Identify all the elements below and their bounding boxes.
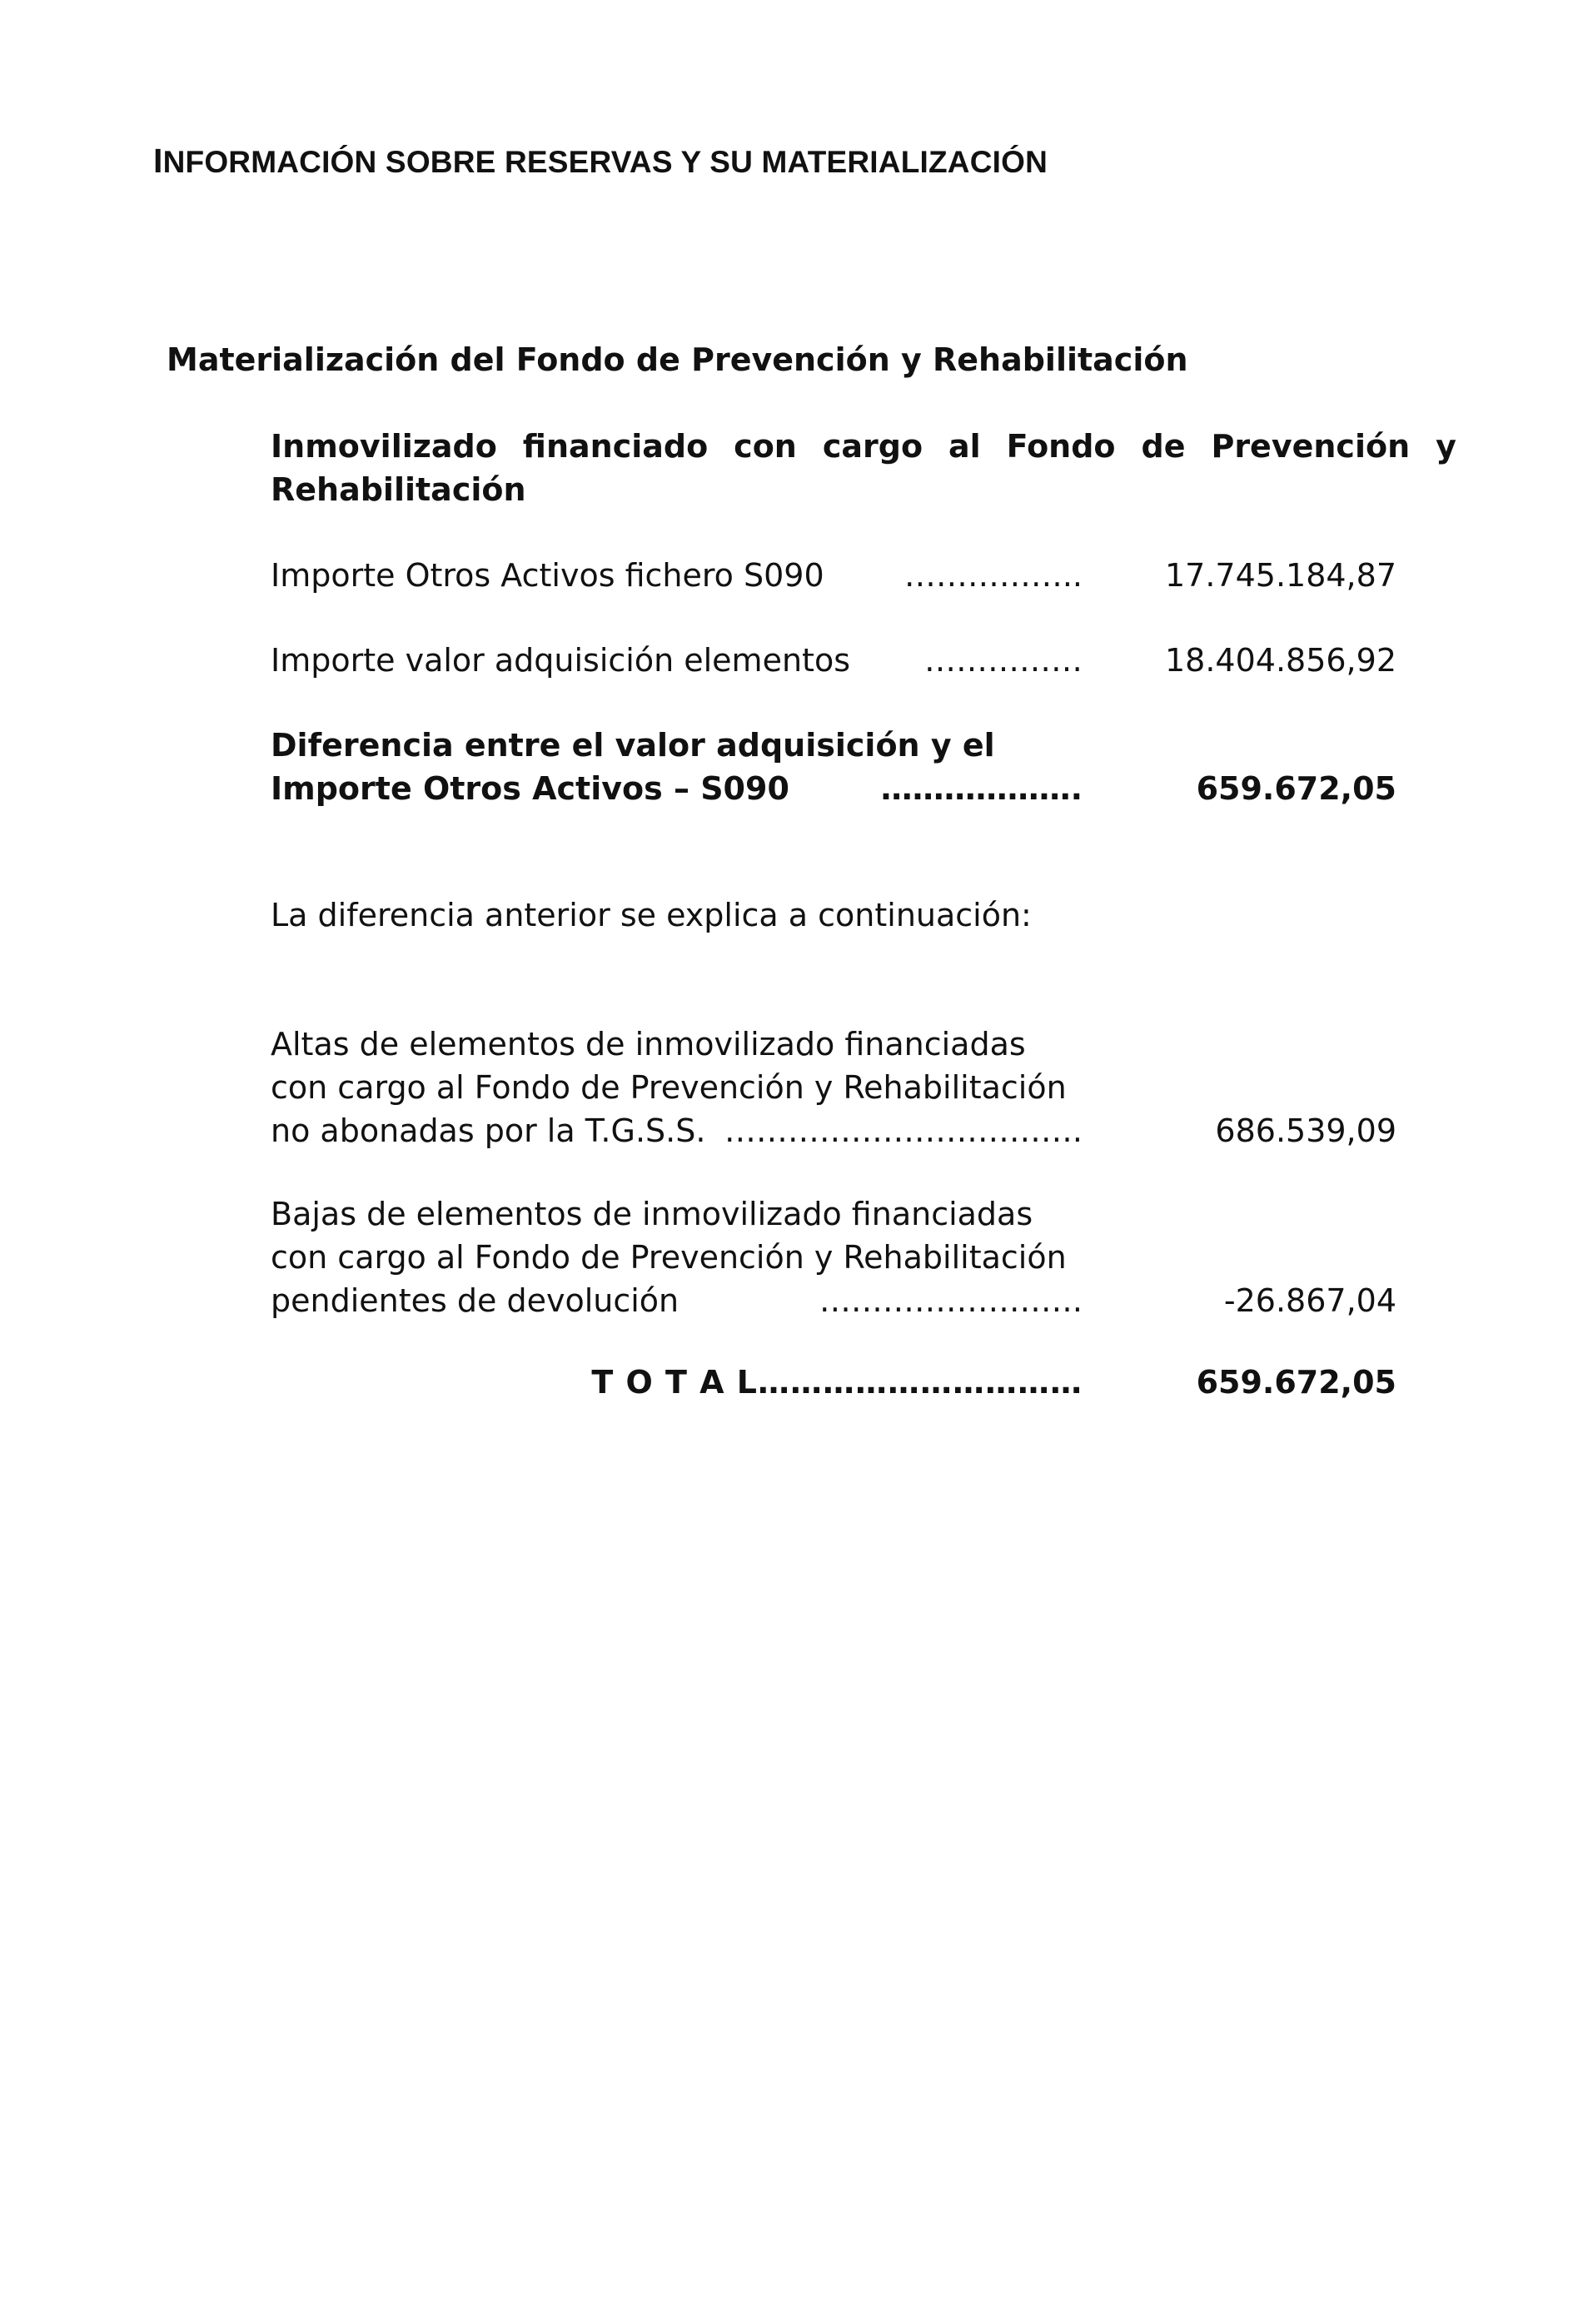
bajas-dots: ……………………. [819, 1282, 1083, 1319]
otros-activos-amount: 17.745.184,87 [1164, 557, 1396, 594]
diferencia-dots: ………………. [880, 770, 1083, 807]
diferencia-label-line-1: Diferencia entre el valor adquisición y el [271, 727, 995, 764]
altas-line-1: Altas de elementos de inmovilizado financiadas [271, 1026, 1026, 1062]
bajas-line-1: Bajas de elementos de inmovilizado financiadas [271, 1196, 1033, 1232]
bajas-line-2: con cargo al Fondo de Prevención y Rehabilitación [271, 1239, 1067, 1276]
altas-line-2: con cargo al Fondo de Prevención y Rehabilitación [271, 1069, 1067, 1106]
altas-amount: 686.539,09 [1215, 1112, 1396, 1149]
subheading-line-1 [271, 425, 1456, 468]
altas-dots: ……………………………. [724, 1112, 1083, 1149]
total-amount: 659.672,05 [1196, 1364, 1396, 1401]
valor-adquisicion-amount: 18.404.856,92 [1164, 642, 1396, 679]
bajas-line-3: pendientes de devolución [271, 1282, 679, 1319]
subheading-word: Fondo [1006, 428, 1116, 465]
page-title-rest: NFORMACIÓN SOBRE RESERVAS Y SU MATERIALIZACIÓN [162, 145, 1048, 179]
section-title: Materialización del Fondo de Prevención y Rehabilitación [167, 341, 1188, 378]
subheading-word: cargo [822, 428, 923, 465]
subheading-word: con [734, 428, 797, 465]
valor-adquisicion-dots: …………… [924, 642, 1083, 679]
otros-activos-dots: …………….. [903, 557, 1083, 594]
subheading-word: Prevención [1211, 428, 1411, 465]
diferencia-label-line-2: Importe Otros Activos – S090 [271, 770, 789, 807]
total-label: T O T A L………………………… [591, 1364, 1083, 1401]
page-title-initial: I [153, 142, 163, 180]
otros-activos-label: Importe Otros Activos fichero S090 [271, 557, 824, 594]
page-title [153, 142, 1048, 181]
subheading-word: financiado [522, 428, 709, 465]
subheading-word: y [1436, 428, 1456, 465]
diferencia-amount: 659.672,05 [1196, 770, 1396, 807]
subheading-word: al [948, 428, 981, 465]
altas-line-3: no abonadas por la T.G.S.S. [271, 1112, 706, 1149]
subheading-word: Inmovilizado [271, 428, 497, 465]
subheading-line-2: Rehabilitación [271, 471, 526, 508]
subheading [271, 425, 1456, 511]
bajas-amount: -26.867,04 [1223, 1282, 1396, 1319]
subheading-word: de [1141, 428, 1186, 465]
explanation-text: La diferencia anterior se explica a continuación: [271, 897, 1032, 933]
valor-adquisicion-label: Importe valor adquisición elementos [271, 642, 850, 679]
